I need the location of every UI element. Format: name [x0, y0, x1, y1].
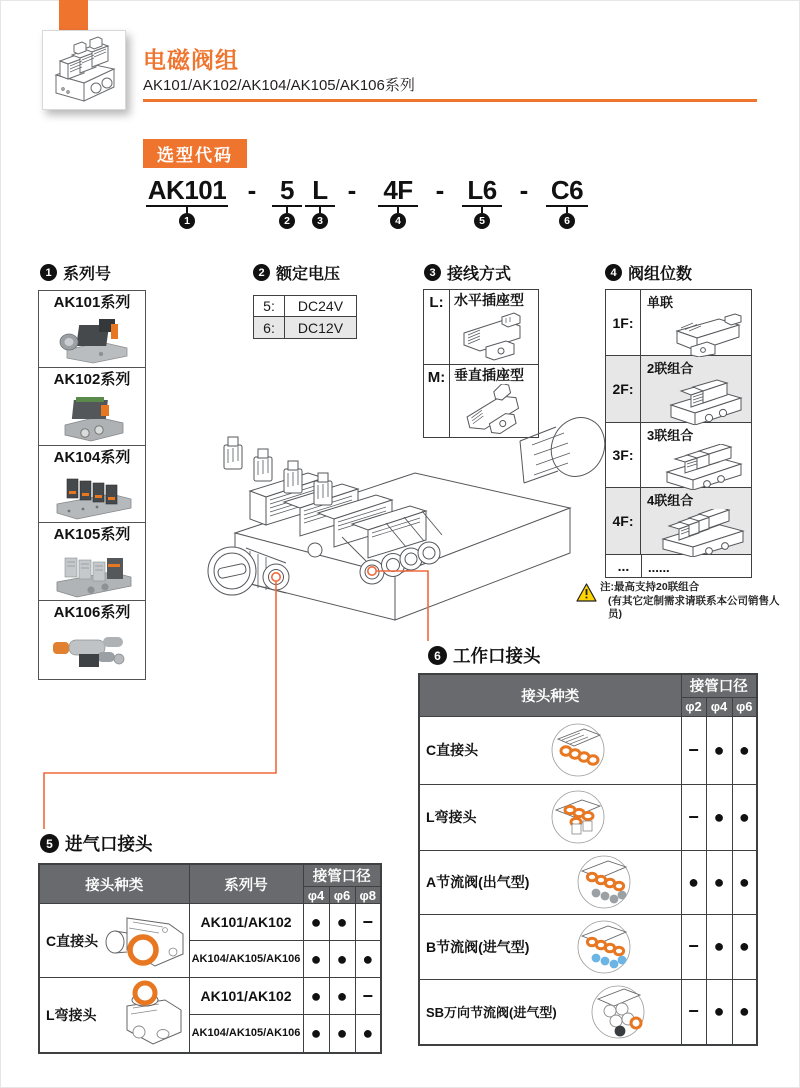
- section-title: 接线方式: [447, 266, 512, 283]
- l-bend-inlet-icon: [99, 980, 187, 1050]
- table-row: [419, 979, 757, 1045]
- fitting-name: L弯接头: [46, 1006, 97, 1023]
- code-number-badge: 2: [279, 213, 295, 229]
- availability: ●: [706, 784, 732, 850]
- fitting-name: C直接头: [426, 742, 479, 758]
- wiring-label: 水平插座型: [454, 292, 524, 308]
- positions-row: [606, 555, 751, 577]
- availability: ●: [706, 850, 732, 914]
- section-title: 阀组位数: [628, 266, 693, 283]
- valve-combo-3-icon: [647, 444, 751, 490]
- series-item: [39, 601, 145, 678]
- c-straight-inlet-icon: [99, 908, 187, 974]
- series-range: AK104/AK105/AK106: [189, 941, 303, 978]
- section-number-icon: 5: [40, 834, 59, 853]
- availability: ●: [329, 978, 355, 1015]
- code-dash: -: [347, 175, 357, 205]
- availability: ●: [732, 914, 757, 979]
- fitting-name: B节流阀(进气型): [426, 938, 530, 955]
- availability: −: [355, 904, 381, 941]
- positions-label: ......: [648, 559, 670, 575]
- code-number-badge: 4: [390, 213, 406, 229]
- series-label: AK105系列: [53, 526, 131, 544]
- code-text: 5: [272, 176, 302, 207]
- code-dash: -: [435, 175, 445, 205]
- series-photo-ak104: [39, 467, 143, 521]
- voltage-table: [253, 295, 357, 339]
- table-row: [419, 784, 757, 850]
- code-segment: [546, 176, 588, 229]
- positions-label: 2联组合: [647, 361, 694, 376]
- page-title: 电磁阀组: [143, 47, 239, 73]
- positions-table: [605, 289, 752, 578]
- section-title: 额定电压: [276, 266, 341, 283]
- availability: ●: [706, 979, 732, 1045]
- column-header-size: φ4: [706, 697, 732, 716]
- section-heading-voltage: [253, 261, 340, 284]
- section-number-icon: 4: [605, 264, 622, 281]
- availability: −: [681, 979, 706, 1045]
- table-row: [419, 716, 757, 784]
- l-bend-fitting-icon: [546, 788, 612, 846]
- availability: ●: [732, 716, 757, 784]
- positions-row: [606, 423, 751, 488]
- availability: −: [681, 716, 706, 784]
- voltage-value: DC12V: [297, 319, 344, 336]
- wiring-row: [424, 290, 538, 365]
- section-heading-wiring: [424, 261, 511, 284]
- code-text: 4F: [378, 176, 418, 207]
- section-heading-series: [40, 261, 111, 284]
- table-row: [39, 978, 381, 1015]
- work-port-table: [418, 673, 758, 1046]
- availability: −: [681, 914, 706, 979]
- positions-label: 单联: [647, 295, 674, 310]
- section-title: 工作口接头: [453, 646, 541, 666]
- table-row: [419, 914, 757, 979]
- code-dash: -: [247, 175, 257, 205]
- positions-row: [606, 488, 751, 555]
- voltage-value: DC24V: [297, 298, 344, 314]
- availability: ●: [681, 850, 706, 914]
- note-line-1: 注:最高支持20联组合: [600, 581, 700, 593]
- code-segment: [378, 176, 418, 229]
- availability: ●: [329, 1015, 355, 1053]
- valve-combo-2-icon: [647, 377, 751, 425]
- column-header-size: φ4: [303, 887, 329, 904]
- code-text: L6: [462, 176, 502, 207]
- code-number-badge: 5: [474, 213, 490, 229]
- column-header-size: φ6: [732, 697, 757, 716]
- section-number-icon: 1: [40, 264, 57, 281]
- manifold-assembly-drawing: [180, 385, 620, 635]
- a-throttle-fitting-icon: [572, 853, 638, 911]
- availability: ●: [355, 941, 381, 978]
- availability: ●: [355, 1015, 381, 1053]
- positions-row: [606, 290, 751, 356]
- series-photo-ak106: [39, 622, 143, 676]
- fitting-name: A节流阀(出气型): [426, 874, 530, 890]
- voltage-row: [254, 296, 356, 317]
- positions-label: 3联组合: [647, 428, 694, 443]
- availability: ●: [303, 1015, 329, 1053]
- availability: ●: [732, 784, 757, 850]
- code-segment: [462, 176, 502, 229]
- fitting-name: L弯接头: [426, 809, 477, 825]
- section-heading-inlet-port: [40, 831, 153, 856]
- code-text: L: [305, 176, 335, 207]
- series-photo-ak101: [39, 312, 143, 366]
- top-tab-decoration: [59, 0, 88, 30]
- code-number-badge: 6: [559, 213, 575, 229]
- code-segment: [272, 176, 302, 229]
- column-header-size: φ2: [681, 697, 706, 716]
- availability: ●: [706, 716, 732, 784]
- column-header-series: 系列号: [189, 864, 303, 904]
- code-segment: [305, 176, 335, 229]
- table-row: [39, 904, 381, 941]
- column-header-diameter: 接管口径: [303, 864, 381, 887]
- series-range: AK104/AK105/AK106: [189, 1015, 303, 1053]
- code-text: AK101: [147, 175, 227, 205]
- series-range: AK101/AK102: [189, 904, 303, 941]
- column-header-type: 接头种类: [39, 864, 189, 904]
- code-dash: -: [519, 175, 529, 205]
- code-number-badge: 1: [179, 213, 195, 229]
- b-throttle-fitting-icon: [572, 918, 638, 976]
- page-subtitle: AK101/AK102/AK104/AK105/AK106系列: [143, 77, 415, 94]
- availability: ●: [732, 979, 757, 1045]
- column-header-size: φ8: [355, 887, 381, 904]
- section-number-icon: 3: [424, 264, 441, 281]
- series-item: [39, 291, 145, 368]
- valve-horizontal-socket-icon: [454, 309, 536, 361]
- positions-code: ...: [606, 555, 642, 577]
- code-text: C6: [546, 176, 588, 207]
- column-header-type: 接头种类: [419, 674, 681, 716]
- series-range: AK101/AK102: [189, 978, 303, 1015]
- availability: −: [681, 784, 706, 850]
- section-title: 进气口接头: [65, 834, 153, 854]
- series-item: [39, 368, 145, 445]
- note-line-2: (有其它定制需求请联系本公司销售人员): [608, 594, 780, 620]
- availability: ●: [303, 978, 329, 1015]
- section-title: 系列号: [63, 266, 112, 283]
- positions-code: 4F:: [606, 488, 641, 554]
- code-number-badge: 3: [312, 213, 328, 229]
- positions-note: [600, 581, 790, 622]
- header-divider: [143, 99, 757, 102]
- series-list: [38, 290, 146, 680]
- section-number-icon: 6: [428, 646, 447, 665]
- availability: ●: [303, 904, 329, 941]
- section-number-icon: 2: [253, 264, 270, 281]
- availability: ●: [329, 941, 355, 978]
- voltage-code: 6:: [254, 317, 285, 338]
- product-icon-box: [42, 30, 126, 110]
- availability: ●: [303, 941, 329, 978]
- manifold-line-drawing-icon: [46, 35, 122, 105]
- availability: ●: [329, 904, 355, 941]
- wiring-label: 垂直插座型: [454, 367, 524, 383]
- series-label: AK101系列: [53, 294, 131, 311]
- voltage-code: 5:: [254, 296, 285, 316]
- series-label: AK104系列: [53, 448, 131, 466]
- c-straight-fitting-icon: [546, 721, 612, 779]
- column-header-diameter: 接管口径: [681, 674, 757, 697]
- valve-combo-4-icon: [647, 509, 751, 557]
- voltage-row: [254, 317, 356, 338]
- series-photo-ak105: [39, 544, 143, 598]
- positions-label: 4联组合: [647, 493, 694, 508]
- selection-code-badge: 选型代码: [143, 139, 247, 168]
- table-row: [419, 850, 757, 914]
- code-segment: [146, 176, 228, 229]
- series-label: AK102系列: [53, 371, 131, 389]
- positions-row: [606, 356, 751, 423]
- series-item: [39, 523, 145, 600]
- positions-code: 3F:: [606, 423, 641, 487]
- wiring-code: L:: [424, 290, 450, 364]
- column-header-size: φ6: [329, 887, 355, 904]
- availability: ●: [706, 914, 732, 979]
- section-heading-positions: [605, 261, 692, 284]
- valve-combo-1-icon: [647, 311, 751, 357]
- positions-code: 1F:: [606, 290, 641, 355]
- fitting-name: C直接头: [46, 932, 99, 949]
- sb-throttle-fitting-icon: [586, 983, 652, 1041]
- series-photo-ak102: [39, 389, 143, 443]
- fitting-name: SB万向节流阀(进气型): [426, 1005, 557, 1021]
- series-label: AK106系列: [53, 603, 131, 621]
- availability: −: [355, 978, 381, 1015]
- positions-code: 2F:: [606, 356, 641, 422]
- wiring-code: M:: [424, 365, 450, 437]
- section-heading-work-port: [428, 643, 541, 668]
- availability: ●: [732, 850, 757, 914]
- series-item: [39, 446, 145, 523]
- inlet-port-table: [38, 863, 382, 1054]
